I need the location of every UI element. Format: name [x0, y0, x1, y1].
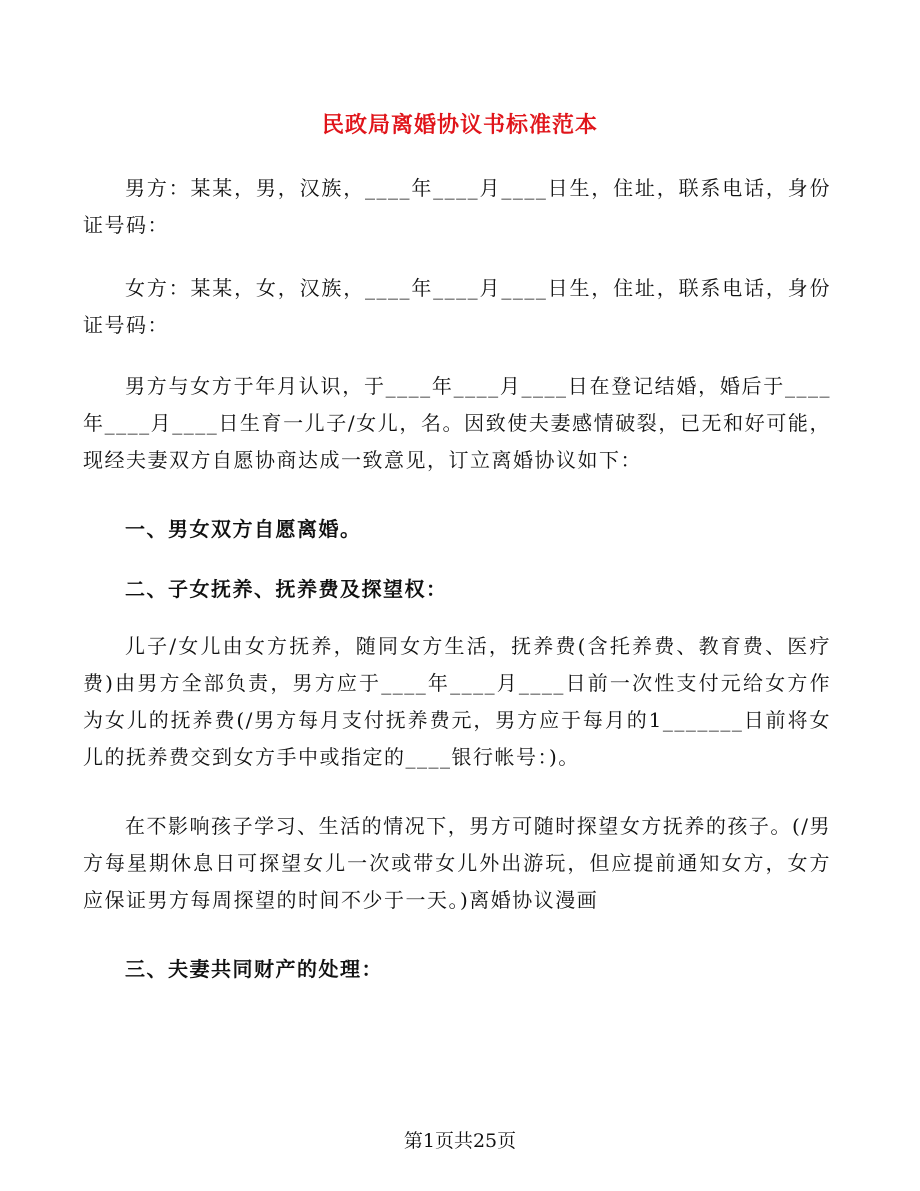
section-3-heading: 三、夫妻共同财产的处理：: [125, 957, 383, 981]
female-party-paragraph: 女方：某某，女，汉族，____年____月____日生，住址，联系电话，身份证号码：: [83, 276, 831, 337]
child-support-paragraph: 儿子/女儿由女方抚养，随同女方生活，抚养费(含托养费、教育费、医疗费)由男方全部负责，男方应于____年____月____日前一次性支付元给女方作为女儿的抚养费(/男方每月支付抚养费元，男方应于每月的1_______日前将女儿的抚养费交到女方手中或指定的____银行帐号：)。: [83, 634, 831, 769]
visitation-paragraph: 在不影响孩子学习、生活的情况下，男方可随时探望女方抚养的孩子。(/男方每星期休息日可探望女儿一次或带女儿外出游玩，但应提前通知女方，女方应保证男方每周探望的时间不少于一天。)离婚协议漫画: [83, 814, 831, 912]
document-title: 民政局离婚协议书标准范本: [321, 113, 598, 138]
page-number-footer: 第1页共25页: [403, 1130, 517, 1152]
section-1-heading: 一、男女双方自愿离婚。: [125, 517, 362, 541]
section-2-heading: 二、子女抚养、抚养费及探望权：: [125, 577, 448, 601]
marriage-background-paragraph: 男方与女方于年月认识，于____年____月____日在登记结婚，婚后于____年____月____日生育一儿子/女儿，名。因致使夫妻感情破裂，已无和好可能，现经夫妻双方自愿协商达成一致意见，订立离婚协议如下：: [83, 374, 831, 472]
male-party-paragraph: 男方：某某，男，汉族，____年____月____日生，住址，联系电话，身份证号码：: [83, 176, 831, 237]
